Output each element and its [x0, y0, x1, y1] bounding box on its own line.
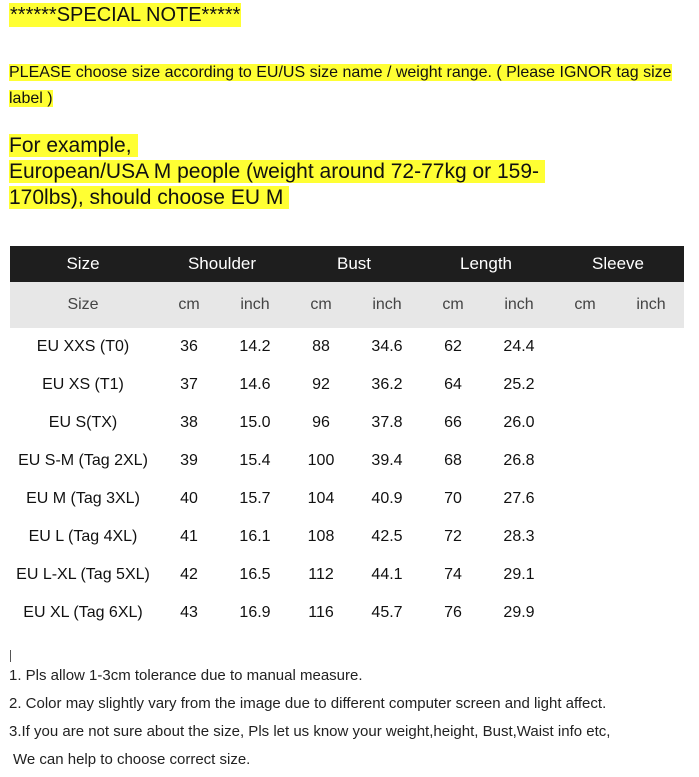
subheader-cell: inch — [354, 282, 420, 328]
subheader-cell: cm — [288, 282, 354, 328]
example-line-2 — [9, 159, 569, 185]
example-line-1-text: For example, — [9, 134, 138, 157]
measure-cell: 28.3 — [503, 528, 535, 545]
example-line-3-text: 170lbs), should choose EU M — [9, 186, 289, 209]
measure-cell: 26.0 — [503, 414, 535, 431]
measure-cell — [618, 556, 684, 594]
measure-cell: 108 — [307, 528, 335, 545]
measure-cell: 29.9 — [503, 604, 535, 621]
example-line-1 — [9, 133, 569, 159]
measure-cell: 15.4 — [239, 452, 271, 469]
measure-cell: 72 — [444, 528, 462, 545]
measure-cell: 16.9 — [239, 604, 271, 621]
measure-cell: 68 — [444, 452, 462, 469]
measure-cell: 14.6 — [239, 376, 271, 393]
header-size: Size — [10, 246, 156, 282]
note-4: We can help to choose correct size. — [13, 751, 251, 768]
measure-cell: 42 — [180, 566, 198, 583]
table-row — [10, 518, 684, 556]
measure-cell: 40 — [180, 490, 198, 507]
special-note-heading: ******SPECIAL NOTE***** — [10, 4, 241, 26]
table-body — [10, 328, 684, 632]
measure-cell: 112 — [308, 566, 334, 583]
header-bust: Bust — [288, 246, 420, 282]
measure-cell: 26.8 — [503, 452, 535, 469]
size-name-cell: EU S-M (Tag 2XL) — [18, 452, 148, 469]
example-line-3 — [9, 185, 569, 211]
measure-cell: 45.7 — [371, 604, 403, 621]
measure-cell: 100 — [307, 452, 335, 469]
measure-cell: 14.2 — [239, 338, 271, 355]
notes-list — [9, 662, 689, 774]
measure-cell: 39.4 — [371, 452, 403, 469]
size-name-cell: EU L (Tag 4XL) — [28, 528, 138, 545]
measure-cell — [552, 366, 618, 404]
measure-cell — [618, 404, 684, 442]
measure-cell — [618, 480, 684, 518]
subheader-cell: inch — [618, 282, 684, 328]
note-2: 2. Color may slightly vary from the image due to different computer screen and light affect. — [9, 695, 607, 712]
measure-cell: 42.5 — [371, 528, 403, 545]
table-row — [10, 366, 684, 404]
table-row — [10, 328, 684, 366]
subheader-cell: Size — [10, 282, 156, 328]
measure-cell: 74 — [444, 566, 462, 583]
measure-cell: 37.8 — [371, 414, 403, 431]
measure-cell — [552, 556, 618, 594]
measure-cell: 15.7 — [239, 490, 271, 507]
measure-cell: 41 — [180, 528, 198, 545]
table-row — [10, 404, 684, 442]
measure-cell: 40.9 — [371, 490, 403, 507]
measure-cell — [552, 594, 618, 632]
header-sleeve: Sleeve — [552, 246, 684, 282]
measure-cell — [552, 442, 618, 480]
measure-cell: 24.4 — [503, 338, 535, 355]
table-subheader-row — [10, 282, 684, 328]
table-row — [10, 480, 684, 518]
subheader-cell: cm — [552, 282, 618, 328]
size-instruction — [9, 60, 685, 112]
measure-cell: 64 — [444, 376, 462, 393]
measure-cell — [618, 366, 684, 404]
size-instruction-text: PLEASE choose size according to EU/US size name / weight range. ( Please IGNOR tag size label ) — [9, 64, 672, 107]
note-1: 1. Pls allow 1-3cm tolerance due to manual measure. — [9, 667, 363, 684]
measure-cell: 36.2 — [371, 376, 403, 393]
measure-cell: 38 — [180, 414, 198, 431]
size-chart-table — [10, 246, 684, 632]
example-line-2-text: European/USA M people (weight around 72-77kg or 159- — [9, 160, 545, 183]
measure-cell: 39 — [180, 452, 198, 469]
measure-cell: 37 — [180, 376, 198, 393]
measure-cell: 44.1 — [371, 566, 403, 583]
measure-cell — [618, 328, 684, 366]
size-name-cell: EU XL (Tag 6XL) — [23, 604, 143, 621]
measure-cell: 70 — [444, 490, 462, 507]
measure-cell: 29.1 — [503, 566, 535, 583]
measure-cell: 92 — [312, 376, 330, 393]
table-header-row — [10, 246, 684, 282]
header-shoulder: Shoulder — [156, 246, 288, 282]
table-row — [10, 594, 684, 632]
example-block — [9, 133, 569, 211]
measure-cell: 88 — [312, 338, 330, 355]
measure-cell: 43 — [180, 604, 198, 621]
measure-cell — [618, 518, 684, 556]
measure-cell: 66 — [444, 414, 462, 431]
subheader-cell: inch — [486, 282, 552, 328]
measure-cell — [618, 594, 684, 632]
measure-cell: 15.0 — [239, 414, 271, 431]
size-name-cell: EU S(TX) — [48, 414, 118, 431]
note-3: 3.If you are not sure about the size, Pls let us know your weight,height, Bust,Waist info etc, — [9, 723, 611, 740]
measure-cell — [552, 404, 618, 442]
size-name-cell: EU XXS (T0) — [36, 338, 130, 355]
table-row — [10, 556, 684, 594]
text-cursor — [10, 650, 11, 662]
measure-cell: 96 — [312, 414, 330, 431]
measure-cell: 116 — [308, 604, 334, 621]
measure-cell — [618, 442, 684, 480]
measure-cell — [552, 328, 618, 366]
header-length: Length — [420, 246, 552, 282]
measure-cell: 62 — [444, 338, 462, 355]
measure-cell: 104 — [307, 490, 335, 507]
measure-cell: 36 — [180, 338, 198, 355]
measure-cell: 16.5 — [239, 566, 271, 583]
measure-cell — [552, 480, 618, 518]
measure-cell: 76 — [444, 604, 462, 621]
measure-cell: 16.1 — [239, 528, 271, 545]
measure-cell — [552, 518, 618, 556]
subheader-cell: inch — [222, 282, 288, 328]
size-name-cell: EU XS (T1) — [42, 376, 124, 393]
size-name-cell: EU L-XL (Tag 5XL) — [16, 566, 150, 583]
measure-cell: 34.6 — [371, 338, 403, 355]
measure-cell: 25.2 — [503, 376, 535, 393]
subheader-cell: cm — [156, 282, 222, 328]
size-name-cell: EU M (Tag 3XL) — [26, 490, 140, 507]
table-row — [10, 442, 684, 480]
measure-cell: 27.6 — [503, 490, 535, 507]
subheader-cell: cm — [420, 282, 486, 328]
